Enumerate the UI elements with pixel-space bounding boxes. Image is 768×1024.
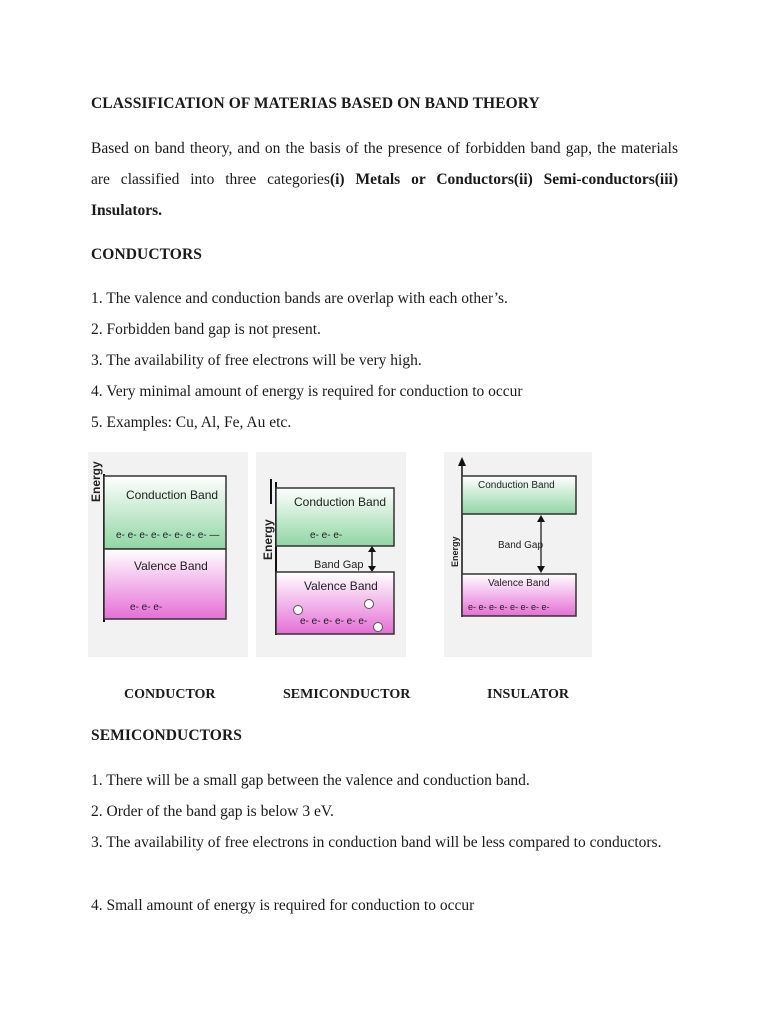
hole-icon — [294, 606, 303, 615]
semiconductor-point-1: 1. There will be a small gap between the valence and conduction band. — [91, 772, 530, 789]
page-title: CLASSIFICATION OF MATERIAS BASED ON BAND THEORY — [91, 95, 540, 112]
caption-semiconductor: SEMICONDUCTOR — [283, 687, 411, 702]
conductor-point-2: 2. Forbidden band gap is not present. — [91, 321, 321, 338]
intro-text: Based on band theory, and on the basis of the presence of forbidden band gap, the materials are classified into three categories — [91, 140, 678, 188]
band-diagrams-figure — [88, 452, 688, 662]
insulator-diagram — [444, 452, 592, 657]
insulator-cb-label: Conduction Band — [478, 480, 555, 491]
conductor-point-4: 4. Very minimal amount of energy is required for conduction to occur — [91, 383, 523, 400]
conductor-cb-label: Conduction Band — [126, 488, 219, 502]
semiconductor-vb-electrons: e- e- e- e- e- e- — [300, 616, 368, 627]
caption-conductor: CONDUCTOR — [124, 687, 216, 702]
insulator-energy-label: Energy — [450, 536, 460, 567]
conductor-energy-label: Energy — [89, 461, 103, 502]
semiconductor-point-4: 4. Small amount of energy is required for conduction to occur — [91, 897, 475, 914]
semiconductor-energy-label: Energy — [261, 519, 275, 560]
insulator-band-gap-label: Band Gap — [498, 540, 544, 551]
conductor-point-5: 5. Examples: Cu, Al, Fe, Au etc. — [91, 414, 292, 431]
conductors-heading: CONDUCTORS — [91, 246, 202, 263]
conductor-vb-electrons: e- e- e- — [130, 602, 163, 613]
conductor-point-3: 3. The availability of free electrons will be very high. — [91, 352, 422, 369]
conductor-diagram — [88, 452, 248, 657]
semiconductor-band-gap-label: Band Gap — [314, 559, 364, 571]
semiconductor-vb-label: Valence Band — [304, 579, 378, 593]
semiconductors-heading: SEMICONDUCTORS — [91, 727, 242, 744]
insulator-vb-label: Valence Band — [488, 578, 550, 589]
intro-paragraph — [91, 133, 678, 226]
semiconductor-diagram — [256, 452, 406, 657]
conductor-cb-electrons: e- e- e- e- e- e- e- e- — — [116, 530, 220, 541]
caption-insulator: INSULATOR — [487, 687, 569, 702]
semiconductor-cb-electrons: e- e- e- — [310, 530, 343, 541]
semiconductor-point-3: 3. The availability of free electrons in conduction band will be less compared to conductors. — [91, 834, 662, 851]
hole-icon — [365, 600, 374, 609]
hole-icon — [374, 623, 383, 632]
conductor-point-1: 1. The valence and conduction bands are overlap with each other’s. — [91, 290, 508, 307]
semiconductor-cb-label: Conduction Band — [294, 495, 387, 509]
intro-categories: (i) Metals or Conductors(ii) Semi-conductors(iii) Insulators. — [91, 171, 678, 219]
insulator-vb-electrons: e- e- e- e- e- e- e- e- — [468, 602, 550, 612]
conductor-vb-label: Valence Band — [134, 559, 208, 573]
semiconductor-point-2: 2. Order of the band gap is below 3 eV. — [91, 803, 334, 820]
